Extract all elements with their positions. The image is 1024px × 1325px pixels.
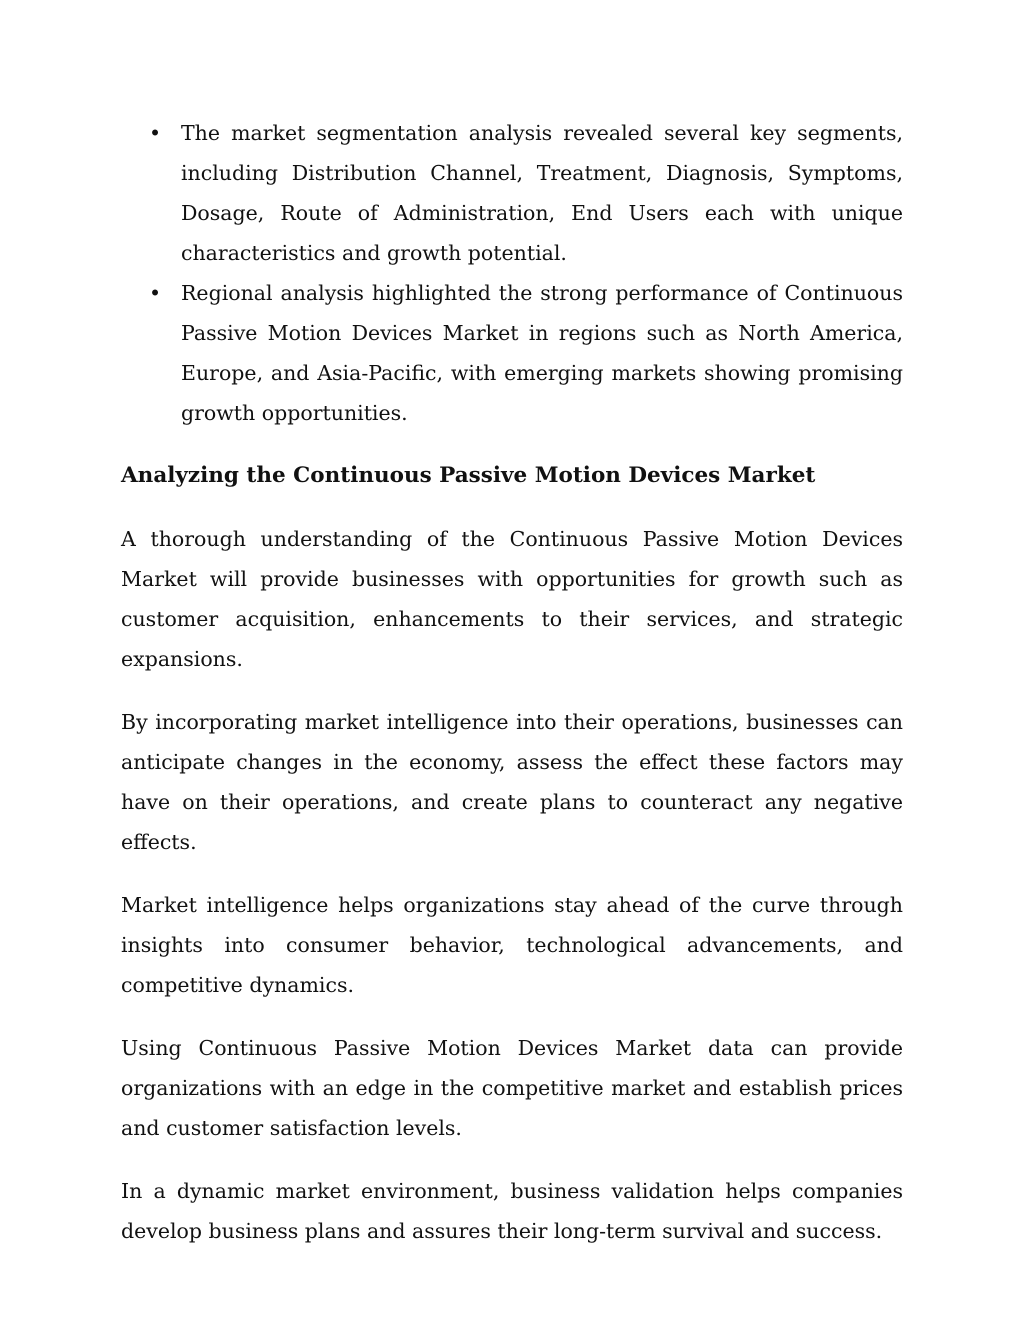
bullet-icon: • [149,281,162,305]
paragraph: In a dynamic market environment, business validation helps companies develop business plans and assures their long-term survival and success. [121,1179,903,1243]
paragraph: By incorporating market intelligence into their operations, businesses can anticipate changes in the economy, assess the effect these factors may have on their operations, and create plans to counteract any negative effects. [121,710,903,854]
bullet-text: The market segmentation analysis revealed several key segments, including Distribution Channel, Treatment, Diagnosis, Symptoms, Dosage, Route of Administration, End Users each with unique characteristics and growth potential. [181,121,903,265]
bullet-text: Regional analysis highlighted the strong performance of Continuous Passive Motion Devices Market in regions such as North America, Europe, and Asia-Pacific, with emerging markets showing promising growth opportunities. [181,281,903,425]
bullet-list [121,113,903,433]
bullet-icon: • [149,121,162,145]
page-content [121,113,903,1251]
bullet-item [121,273,903,433]
paragraph: Market intelligence helps organizations stay ahead of the curve through insights into consumer behavior, technological advancements, and competitive dynamics. [121,893,903,997]
paragraph: Using Continuous Passive Motion Devices Market data can provide organizations with an edge in the competitive market and establish prices and customer satisfaction levels. [121,1036,903,1140]
paragraph: A thorough understanding of the Continuous Passive Motion Devices Market will provide businesses with opportunities for growth such as customer acquisition, enhancements to their services, and strategic expansions. [121,527,903,671]
section-heading: Analyzing the Continuous Passive Motion Devices Market [121,463,816,488]
bullet-item [121,113,903,273]
